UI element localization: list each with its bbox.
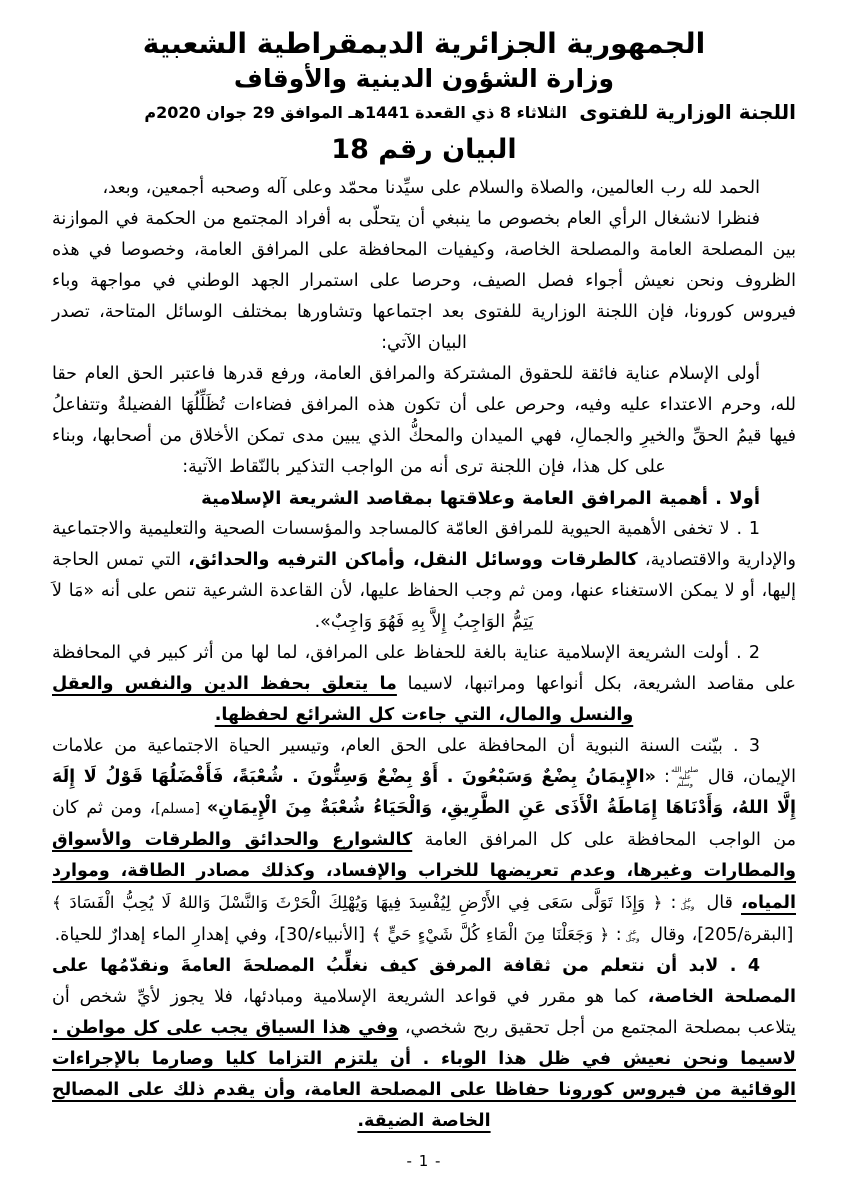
text-segment-bold-underline: ما يتعلق بحفظ الدين والنفس والعقل والنسل والمال، التي جاءت كل الشرائع لحفظها. xyxy=(52,674,634,726)
text-segment: : xyxy=(609,925,622,946)
text-segment: قال xyxy=(698,893,741,914)
hadith-source: [مسلم] xyxy=(155,801,207,818)
verse-reference: [الأنبياء/30]، وفي إهدارِ الماء إهدارٌ للحياة. xyxy=(54,925,372,946)
text-segment-bold-underline: وفي هذا السياق يجب على كل مواطن . لاسيما ونحن نعيش في ظل هذا الوباء . أن يلتزم التزاما كليا وصارما بالإجراءات الوقائية من فيروس كورونا حفاظا على المصلحة العامة، وأن يقدم ذلك على المصالح الخاصة الضيقة. xyxy=(52,1018,796,1132)
honorific-salla-allahu-alayhi-wa-sallam: صلى الله عليه وسلم xyxy=(671,765,699,788)
paragraph-islam-care: أولى الإسلام عناية فائقة للحقوق المشتركة والمرافق العامة، ورفع قدرها فاعتبر الحق العام حقا لله، وحرم الاعتداء عليه وفيه، وحرص على أن تكون هذه المرافق فضاءات تُظَلِّلُهَا الفضيلةُ وتتفاعلُ فيها قيمُ الحقِّ والخيرِ والجمالِ، فهي الميدان والمحكُّ الذي يبين مدى تمكن الأخلاق من أصحابها، وبناء على كل هذا، فإن اللجنة ترى أنه من الواجب التذكير بالنّقاط الآتية: xyxy=(52,364,796,478)
section-heading-1: أولا . أهمية المرافق العامة وعلاقتها بمقاصد الشريعة الإسلامية xyxy=(201,488,760,510)
text-segment: ، ومن ثم كان من الواجب المحافظة على كل المرافق العامة xyxy=(52,798,796,851)
committee-name: اللجنة الوزارية للفتوى xyxy=(579,100,796,125)
point-4 xyxy=(52,951,796,1137)
hadith-quote: «الإِيمَانُ بِضْعٌ وَسَبْعُونَ . أَوْ بِضْعٌ وَسِتُّونَ . شُعْبَةً، فَأَفْضَلُهَا قَوْلُ لَا إِلَهَ إِلَّا اللهُ، وَأَدْنَاهَا إِمَاطَةُ الْأَذَى عَنِ الطَّرِيقِ، وَالْحَيَاءُ شُعْبَةٌ مِنَ الْإِيمَانِ» xyxy=(52,767,796,819)
text-segment: : xyxy=(662,893,677,914)
statement-title: البيان رقم 18 xyxy=(331,134,517,166)
verse-reference: [البقرة/205]، وقال xyxy=(643,925,794,946)
ministry-title: وزارة الشؤون الدينية والأوقاف xyxy=(233,64,615,93)
point-2 xyxy=(52,638,796,731)
page-number: - 1 - xyxy=(406,1152,442,1170)
text-segment: التي تمس الحاجة إليها، أو لا يمكن الاستغناء عنها، ومن ثم وجب الحفاظ عليها، لأن القاعدة الشرعية تنص على أنه «مَا لاَ يَتِمُّ الوَاجِبُ إِلاَّ بِهِ فَهُوَ وَاجِبٌ». xyxy=(52,550,796,633)
text-segment-bold: كالطرقات ووسائل النقل، وأماكن الترفيه والحدائق، xyxy=(188,550,638,571)
text-segment: 2 . أولت الشريعة الإسلامية عناية بالغة للحفاظ على المرافق، لما لها من أثر كبير في المحافظة على مقاصد الشريعة، بكل أنواعها ومراتبها، لاسيما xyxy=(52,643,797,695)
meta-row xyxy=(52,100,796,124)
letterhead xyxy=(52,26,796,165)
text-segment: 3 . بيّنت السنة النبوية أن المحافظة على الحق العام، وتيسير الحياة الاجتماعية من علامات الإيمان، قال xyxy=(52,736,796,788)
text-segment: 1 . لا تخفى الأهمية الحيوية للمرافق العامّة كالمساجد والمؤسسات الصحية والتعليمية والاجتماعية والإدارية والاقتصادية، xyxy=(52,519,796,571)
statement-date: الثلاثاء 8 ذي القعدة 1441هـ الموافق 29 جوان 2020م xyxy=(144,102,567,122)
text-segment-bold-underline: كالشوارع والحدائق والطرقات والأسواق والمطارات وغيرها، وعدم تعريضها للخراب والإفساد، وكذلك مصادر الطاقة، وموارد المياه، xyxy=(52,830,796,914)
quran-verse-anbiya: ﴿ وَجَعَلْنَا مِنَ الْمَاءِ كُلَّ شَيْءٍ حَيٍّ ﴾ xyxy=(371,925,610,945)
statement-body xyxy=(52,173,796,1137)
honorific-azza-wa-jall: عز وجل xyxy=(625,927,640,944)
text-segment-bold: 4 . لابد أن نتعلم من ثقافة المرفق كيف نغلِّبُ المصلحةَ العامةَ ونقدّمُها على المصلحة الخاصة، xyxy=(52,956,797,1008)
honorific-azza-wa-jall: عز وجل xyxy=(680,895,695,912)
quran-verse-baqarah: ﴿ وَإِذَا تَوَلَّى سَعَى فِي الأَرْضِ لِيُفْسِدَ فِيهَا وَيُهْلِكَ الْحَرْثَ وَالنَّسْلَ وَاللهُ لَا يُحِبُّ الْفَسَادَ ﴾ xyxy=(52,893,663,913)
point-3 xyxy=(52,731,796,951)
point-1 xyxy=(52,514,796,638)
paragraph-context: فنظرا لانشغال الرأي العام بخصوص ما ينبغي أن يتحلّى به أفراد المجتمع من الحكمة في الموازنة بين المصلحة العامة والمصلحة الخاصة، وكيفيات المحافظة على المرافق العامة، وخصوصا في هذه الظروف ونحن نعيش أجواء فصل الصيف، وحرصا على استمرار الجهد الوطني في مواجهة وباء فيروس كورونا، فإن اللجنة الوزارية للفتوى بعد اجتماعها وتشاورها بمختلف الوسائل المتاحة، تصدر البيان الآتي: xyxy=(52,209,796,354)
paragraph-praise: الحمد لله رب العالمين، والصلاة والسلام على سيِّدنا محمّد وعلى آله وصحبه أجمعين، وبعد، xyxy=(102,178,760,199)
country-title: الجمهورية الجزائرية الديمقراطية الشعبية xyxy=(142,27,706,60)
text-segment: كما هو مقرر في قواعد الشريعة الإسلامية ومبادئها، فلا يجوز لأيِّ شخص أن يتلاعب بمصلحة المجتمع من أجل تحقيق ربح شخصي، xyxy=(52,987,797,1039)
text-segment: : xyxy=(655,767,670,788)
